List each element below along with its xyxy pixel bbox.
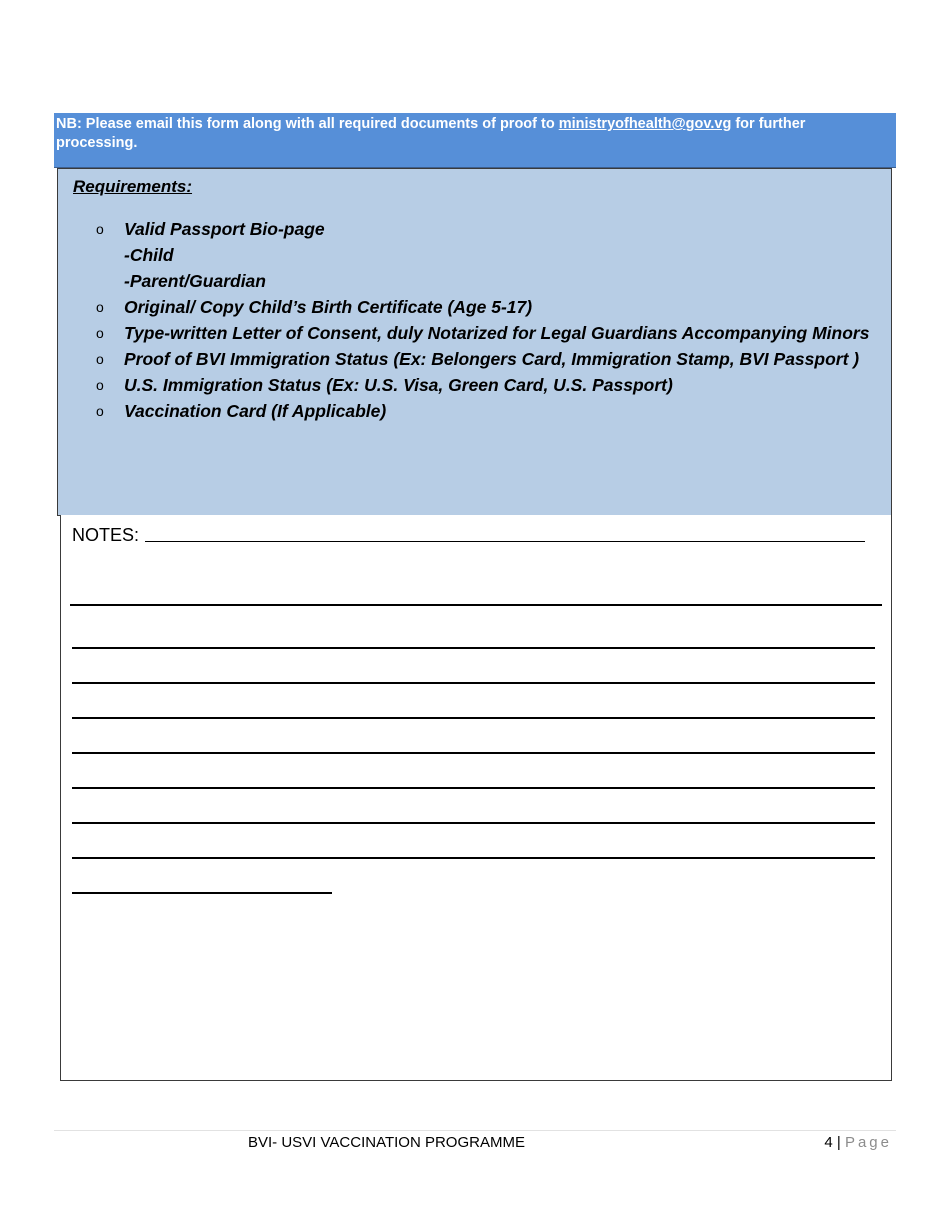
requirement-text: Original/ Copy Child’s Birth Certificate (Age 5-17) <box>124 297 533 317</box>
list-item <box>96 346 876 372</box>
email-instruction-banner <box>54 113 896 168</box>
list-item <box>96 216 876 294</box>
requirement-text: Vaccination Card (If Applicable) <box>124 401 387 421</box>
bullet-icon: o <box>96 299 104 315</box>
page-label: Page <box>844 1134 892 1151</box>
notes-writing-line[interactable] <box>72 752 875 754</box>
bullet-icon: o <box>96 221 104 237</box>
bullet-icon: o <box>96 325 104 341</box>
requirements-heading: Requirements: <box>73 177 193 196</box>
notes-label: NOTES: <box>72 525 140 545</box>
requirement-text: Valid Passport Bio-page <box>124 219 325 239</box>
notes-writing-line[interactable] <box>70 604 882 606</box>
list-item <box>96 398 876 424</box>
notes-writing-line[interactable] <box>72 857 875 859</box>
page-number <box>824 1134 892 1151</box>
footer-divider <box>54 1130 896 1131</box>
notes-writing-line[interactable] <box>72 822 875 824</box>
notes-writing-line[interactable] <box>72 647 875 649</box>
requirement-subitem: -Child <box>124 245 174 265</box>
notes-writing-line[interactable] <box>72 717 875 719</box>
notes-box <box>60 515 892 1081</box>
requirement-subitem: -Parent/Guardian <box>124 271 266 291</box>
email-link[interactable]: ministryofhealth@gov.vg <box>558 116 732 132</box>
bullet-icon: o <box>96 351 104 367</box>
list-item <box>96 294 876 320</box>
bullet-icon: o <box>96 403 104 419</box>
footer-title: BVI- USVI VACCINATION PROGRAMME <box>248 1134 525 1151</box>
list-item <box>96 372 876 398</box>
notes-writing-line[interactable] <box>72 682 875 684</box>
list-item <box>96 320 876 346</box>
requirement-text: U.S. Immigration Status (Ex: U.S. Visa, Green Card, U.S. Passport) <box>124 375 673 395</box>
notes-label-row <box>72 525 865 546</box>
banner-text-suffix: for further processing. <box>56 116 806 151</box>
requirements-box <box>57 168 892 516</box>
notes-writing-line[interactable] <box>145 541 865 542</box>
page-separator: | <box>836 1134 841 1151</box>
notes-writing-line[interactable] <box>72 892 332 894</box>
requirement-text: Type-written Letter of Consent, duly Notarized for Legal Guardians Accompanying Minors <box>124 323 870 343</box>
page-number-value: 4 <box>824 1134 833 1151</box>
bullet-icon: o <box>96 377 104 393</box>
banner-text-prefix: NB: Please email this form along with all required documents of proof to <box>56 116 559 132</box>
requirement-text: Proof of BVI Immigration Status (Ex: Belongers Card, Immigration Stamp, BVI Passport ) <box>124 349 860 369</box>
notes-writing-line[interactable] <box>72 787 875 789</box>
requirements-list <box>96 216 876 424</box>
